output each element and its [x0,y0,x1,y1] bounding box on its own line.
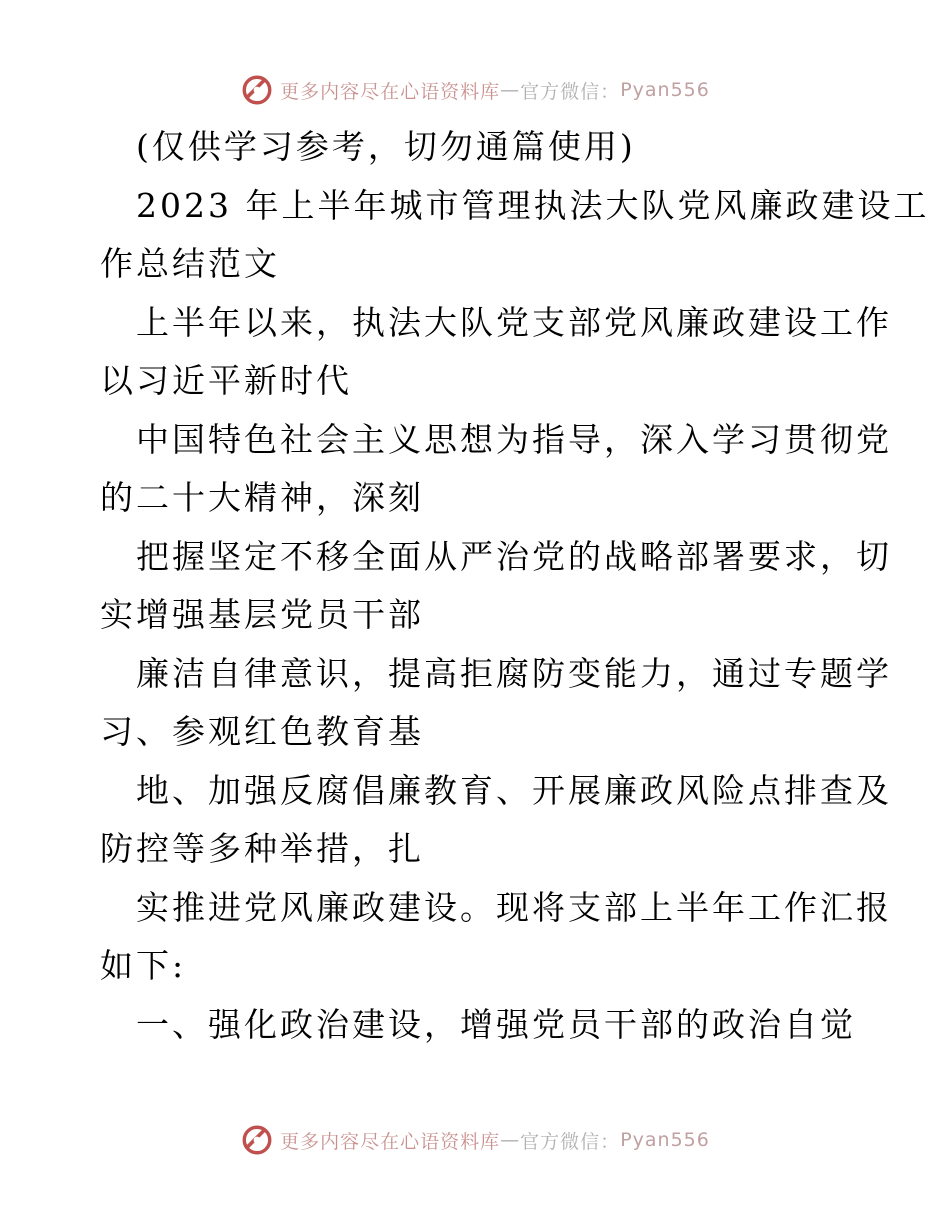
watermark-main-text: 更多内容尽在心语资料库 [280,1130,501,1153]
body-line: 中国特色社会主义思想为指导，深入学习贯彻党 [136,419,892,459]
title-line-1: 2023 年上半年城市管理执法大队党风廉政建设工 [136,185,930,225]
body-line: 的二十大精神，深刻 [100,478,424,517]
body-line: 防控等多种举措，扎 [100,829,424,868]
section-heading: 一、强化政治建设，增强党员干部的政治自觉 [136,1004,856,1044]
body-line: 实推进党风廉政建设。现将支部上半年工作汇报 [136,887,892,927]
body-line: 以习近平新时代 [100,361,352,400]
quill-seal-icon [240,73,274,107]
watermark-dash: — [500,79,521,101]
quill-seal-icon [240,1123,274,1157]
body-line: 习、参观红色教育基 [100,712,424,751]
document-body [100,118,930,1054]
body-line: 如下: [100,946,187,985]
watermark-dash: — [500,1129,521,1151]
header-watermark [0,70,950,110]
watermark-wechat-id: Pyan556 [620,1129,710,1151]
watermark-main-text: 更多内容尽在心语资料库 [280,80,501,103]
body-line: 地、加强反腐倡廉教育、开展廉政风险点排查及 [136,770,892,810]
body-line: 廉洁自律意识，提高拒腐防变能力，通过专题学 [136,653,892,693]
body-line: 把握坚定不移全面从严治党的战略部署要求，切 [136,536,892,576]
title-line-2: 作总结范文 [100,244,280,283]
watermark-wechat-label: 官方微信： [520,80,621,103]
body-line: 上半年以来，执法大队党支部党风廉政建设工作 [136,302,892,342]
watermark-wechat-label: 官方微信： [520,1130,621,1153]
disclaimer-line: (仅供学习参考，切勿通篇使用) [136,127,636,166]
footer-watermark [0,1120,950,1160]
watermark-wechat-id: Pyan556 [620,79,710,101]
body-line: 实增强基层党员干部 [100,595,424,634]
